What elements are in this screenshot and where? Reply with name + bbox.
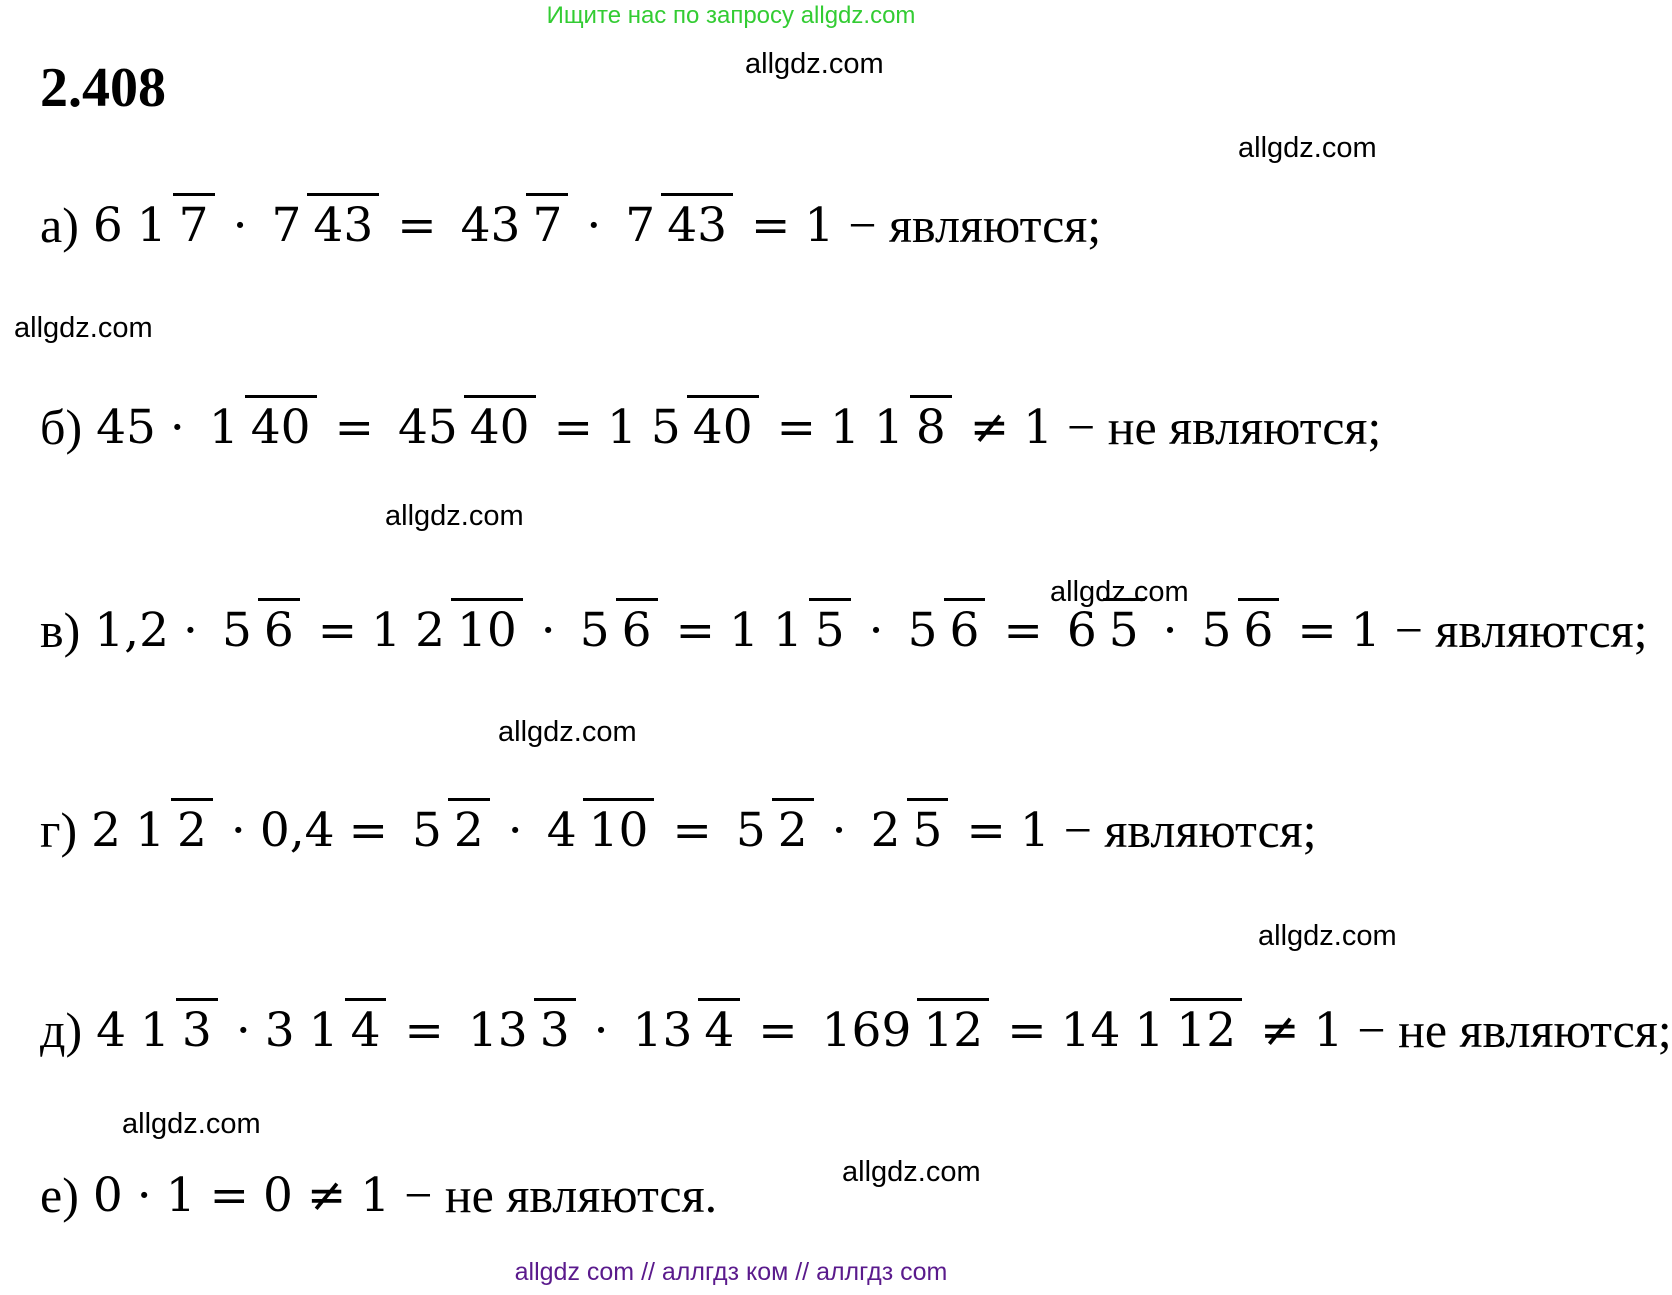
fraction xyxy=(455,193,569,257)
fraction-numerator: 6 xyxy=(1066,603,1097,659)
fraction-numerator: 5 xyxy=(735,803,766,859)
math-operator: · xyxy=(183,602,198,658)
fraction-denominator: 3 xyxy=(176,998,218,1058)
fraction xyxy=(406,798,490,862)
fraction-numerator: 1 xyxy=(135,803,165,859)
fraction xyxy=(303,998,387,1062)
fraction-denominator: 2 xyxy=(448,798,490,858)
solution-row-b xyxy=(40,357,1381,497)
watermark: allgdz.com xyxy=(1050,576,1189,608)
row-label: г) xyxy=(40,802,78,858)
math-operator: · xyxy=(540,602,556,658)
row-label: а) xyxy=(40,197,79,253)
fraction-denominator: 6 xyxy=(258,598,300,658)
fraction-numerator: 1 xyxy=(208,400,239,456)
fraction xyxy=(730,798,814,862)
math-number: 45 xyxy=(96,399,156,455)
watermark: allgdz.com xyxy=(1258,920,1397,952)
math-number: 1 xyxy=(1023,399,1054,455)
mixed-whole: 14 xyxy=(1060,1002,1121,1058)
row-conclusion: − не являются. xyxy=(404,1167,718,1223)
math-operator: = xyxy=(966,802,1006,858)
math-operator: · xyxy=(868,602,884,658)
math-operator: = xyxy=(348,802,388,858)
fraction xyxy=(627,998,741,1062)
fraction-numerator: 1 xyxy=(140,1003,170,1059)
math-operator: = xyxy=(404,1002,444,1058)
fraction-numerator: 5 xyxy=(907,603,938,659)
fraction-denominator: 5 xyxy=(1103,598,1145,658)
math-number: 1 xyxy=(165,1167,196,1223)
fraction xyxy=(902,598,986,662)
fraction-denominator: 5 xyxy=(809,598,851,658)
fraction xyxy=(462,998,576,1062)
mixed-whole: 6 xyxy=(92,197,123,253)
math-number: 1 xyxy=(360,1167,391,1223)
mixed-whole: 2 xyxy=(91,802,122,858)
math-operator: = xyxy=(1007,1002,1047,1058)
math-number: 0,4 xyxy=(259,802,335,858)
fraction-numerator: 5 xyxy=(221,603,252,659)
top-banner: Ищите нас по запросу allgdz.com xyxy=(546,2,916,29)
math-operator: · xyxy=(1162,602,1178,658)
fraction-numerator: 1 xyxy=(308,1003,339,1059)
fraction-numerator: 7 xyxy=(625,198,656,254)
row-conclusion: − не являются; xyxy=(1067,399,1382,455)
fraction-denominator: 7 xyxy=(526,193,568,253)
fraction-numerator: 4 xyxy=(546,803,577,859)
mixed-whole: 4 xyxy=(96,1002,126,1058)
solution-row-g xyxy=(40,760,1317,900)
math-number: 1,2 xyxy=(94,602,170,658)
math-operator: = xyxy=(672,802,712,858)
fraction xyxy=(865,798,949,862)
row-label: в) xyxy=(40,602,81,658)
fraction xyxy=(266,193,380,257)
fraction xyxy=(645,395,759,459)
fraction xyxy=(1196,598,1280,662)
math-operator: · xyxy=(136,1167,152,1223)
fraction-denominator: 6 xyxy=(616,598,658,658)
fraction-denominator: 40 xyxy=(687,395,759,455)
solution-row-e xyxy=(40,1125,717,1265)
fraction-numerator: 5 xyxy=(411,803,442,859)
row-label: е) xyxy=(40,1167,79,1223)
fraction-numerator: 13 xyxy=(632,1003,693,1059)
fraction-numerator: 2 xyxy=(415,603,445,659)
math-number: 1 xyxy=(1313,1002,1344,1058)
fraction-denominator: 43 xyxy=(307,193,379,253)
fraction-numerator: 1 xyxy=(873,400,904,456)
row-conclusion: − не являются; xyxy=(1357,1002,1672,1058)
row-conclusion: − являются; xyxy=(1394,602,1648,658)
fraction xyxy=(619,193,733,257)
fraction-numerator: 5 xyxy=(579,603,610,659)
math-operator: · xyxy=(232,197,248,253)
fraction-denominator: 5 xyxy=(907,798,949,858)
fraction-numerator: 2 xyxy=(870,803,901,859)
watermark: allgdz.com xyxy=(122,1108,261,1140)
watermark: allgdz.com xyxy=(385,500,524,532)
solution-row-a xyxy=(40,155,1101,295)
fraction-numerator: 1 xyxy=(136,198,167,254)
fraction-numerator: 1 xyxy=(1134,1003,1165,1059)
math-number: 1 xyxy=(1019,802,1050,858)
fraction xyxy=(767,598,851,662)
watermark: allgdz.com xyxy=(842,1156,981,1188)
problem-number: 2.408 xyxy=(40,57,166,119)
mixed-whole: 1 xyxy=(830,399,860,455)
fraction-denominator: 12 xyxy=(1170,998,1242,1058)
math-operator: = xyxy=(1297,602,1337,658)
row-label: д) xyxy=(40,1002,83,1058)
fraction xyxy=(134,998,218,1062)
fraction xyxy=(392,395,536,459)
math-number: 1 xyxy=(804,197,835,253)
math-operator: · xyxy=(230,802,246,858)
math-operator: · xyxy=(586,197,602,253)
fraction xyxy=(868,395,952,459)
math-operator: · xyxy=(831,802,847,858)
math-operator: = xyxy=(317,602,358,658)
row-label: б) xyxy=(40,399,83,455)
fraction-denominator: 10 xyxy=(451,598,523,658)
math-operator: = xyxy=(751,197,791,253)
fraction xyxy=(129,798,213,862)
math-operator: = xyxy=(675,602,715,658)
footer-links: allgdz com // аллгдз ком // аллгдз com xyxy=(514,1258,948,1286)
fraction-numerator: 1 xyxy=(772,603,803,659)
math-operator: · xyxy=(593,1002,609,1058)
fraction-numerator: 5 xyxy=(1201,603,1232,659)
watermark: allgdz.com xyxy=(498,716,637,748)
fraction-denominator: 8 xyxy=(910,395,952,455)
watermark: allgdz.com xyxy=(14,312,153,344)
math-operator: · xyxy=(507,802,523,858)
fraction-denominator: 40 xyxy=(464,395,536,455)
fraction xyxy=(574,598,658,662)
mixed-whole: 3 xyxy=(264,1002,295,1058)
math-number: 1 xyxy=(1350,602,1381,658)
fraction-denominator: 6 xyxy=(944,598,986,658)
mixed-whole: 1 xyxy=(728,602,759,658)
fraction-denominator: 12 xyxy=(917,998,989,1058)
fraction xyxy=(203,395,317,459)
fraction-numerator: 43 xyxy=(460,198,521,254)
solution-row-d xyxy=(40,960,1672,1100)
fraction xyxy=(216,598,300,662)
fraction-numerator: 13 xyxy=(467,1003,528,1059)
math-operator: · xyxy=(235,1002,251,1058)
math-operator: ≠ xyxy=(1260,1002,1300,1058)
fraction-numerator: 7 xyxy=(271,198,302,254)
row-conclusion: − являются; xyxy=(1063,802,1317,858)
mixed-whole: 1 xyxy=(371,602,402,658)
fraction-denominator: 2 xyxy=(171,798,213,858)
fraction-denominator: 10 xyxy=(583,798,655,858)
solution-row-v xyxy=(40,560,1648,700)
row-conclusion: − являются; xyxy=(848,197,1102,253)
math-number: 0 xyxy=(263,1167,293,1223)
fraction-denominator: 2 xyxy=(772,798,814,858)
fraction xyxy=(131,193,215,257)
fraction-denominator: 4 xyxy=(345,998,387,1058)
fraction-numerator: 169 xyxy=(821,1003,912,1059)
watermark: allgdz.com xyxy=(1238,132,1377,164)
fraction-denominator: 3 xyxy=(534,998,576,1058)
fraction xyxy=(816,998,990,1062)
math-operator: = xyxy=(1003,602,1043,658)
watermark: allgdz.com xyxy=(745,48,884,80)
math-operator: ≠ xyxy=(969,399,1010,455)
fraction xyxy=(1061,598,1145,662)
math-operator: = xyxy=(758,1002,798,1058)
fraction xyxy=(1128,998,1242,1062)
mixed-whole: 1 xyxy=(606,399,637,455)
fraction-denominator: 40 xyxy=(245,395,317,455)
math-operator: ≠ xyxy=(306,1167,347,1223)
math-operator: · xyxy=(169,399,185,455)
fraction xyxy=(541,798,655,862)
fraction-denominator: 4 xyxy=(698,998,740,1058)
fraction-denominator: 6 xyxy=(1238,598,1280,658)
math-operator: = xyxy=(553,399,593,455)
fraction-numerator: 45 xyxy=(397,400,458,456)
fraction-denominator: 7 xyxy=(173,193,215,253)
math-operator: = xyxy=(397,197,437,253)
fraction-numerator: 5 xyxy=(650,400,681,456)
math-number: 0 xyxy=(92,1167,123,1223)
fraction-denominator: 43 xyxy=(661,193,733,253)
math-operator: = xyxy=(209,1167,249,1223)
math-operator: = xyxy=(776,399,816,455)
fraction xyxy=(409,598,523,662)
math-operator: = xyxy=(334,399,374,455)
